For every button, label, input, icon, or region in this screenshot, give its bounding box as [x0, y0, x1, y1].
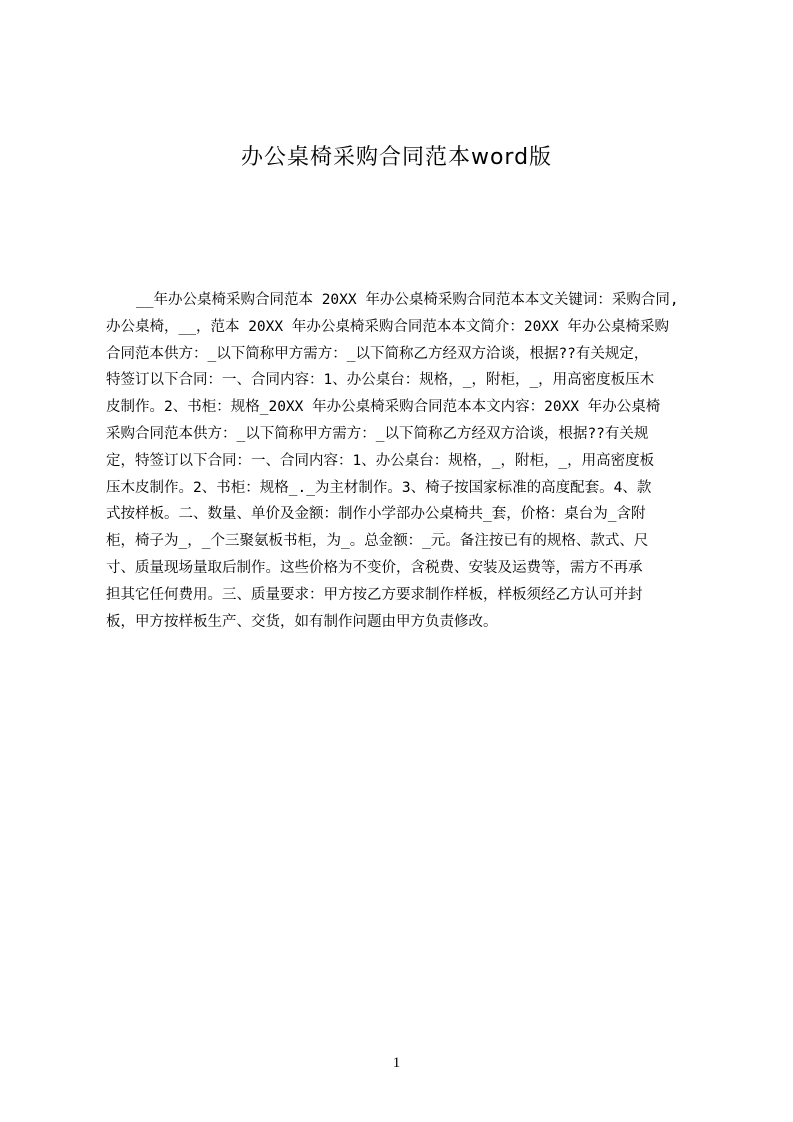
page-number: 1: [392, 1055, 401, 1071]
body-line: 压木皮制作。2、书柜：规格_._为主材制作。3、椅子按国家标准的高度配套。4、款: [106, 479, 652, 496]
body-line: 寸、质量现场量取后制作。这些价格为不变价，含税费、安装及运费等，需方不再承: [106, 559, 643, 576]
body-line: 定，特签订以下合同：一、合同内容：1、办公桌台：规格，_，附柜，_，用高密度板: [106, 452, 655, 469]
body-line: __年办公桌椅采购合同范本 20XX 年办公桌椅采购合同范本本文关键词：采购合同,: [136, 292, 679, 308]
document-title: 办公桌椅采购合同范本word版: [240, 145, 553, 170]
document-body: [106, 287, 698, 635]
body-line: 办公桌椅，__，范本 20XX 年办公桌椅采购合同范本本文简介：20XX 年办公桌椅采购: [106, 318, 669, 335]
body-line: 合同范本供方：_以下简称甲方需方：_以下简称乙方经双方洽谈，根据??有关规定，: [106, 345, 649, 362]
body-line: 采购合同范本供方：_以下简称甲方需方：_以下简称乙方经双方洽谈，根据??有关规: [106, 425, 649, 442]
body-line: 特签订以下合同：一、合同内容：1、办公桌台：规格，_，附柜，_，用高密度板压木: [106, 372, 655, 389]
body-line: 皮制作。2、书柜：规格_20XX 年办公桌椅采购合同范本本文内容：20XX 年办公桌椅: [106, 399, 661, 416]
body-line: 担其它任何费用。三、质量要求：甲方按乙方要求制作样板，样板须经乙方认可并封: [106, 586, 643, 603]
body-line: 板，甲方按样板生产、交货，如有制作问题由甲方负责修改。: [106, 613, 498, 630]
body-line: 式按样板。二、数量、单价及金额：制作小学部办公桌椅共_套，价格：桌台为_含附: [106, 506, 646, 523]
body-line: 柜，椅子为_，_个三聚氨板书柜，为_。总金额：_元。备注按已有的规格、款式、尺: [106, 533, 649, 550]
